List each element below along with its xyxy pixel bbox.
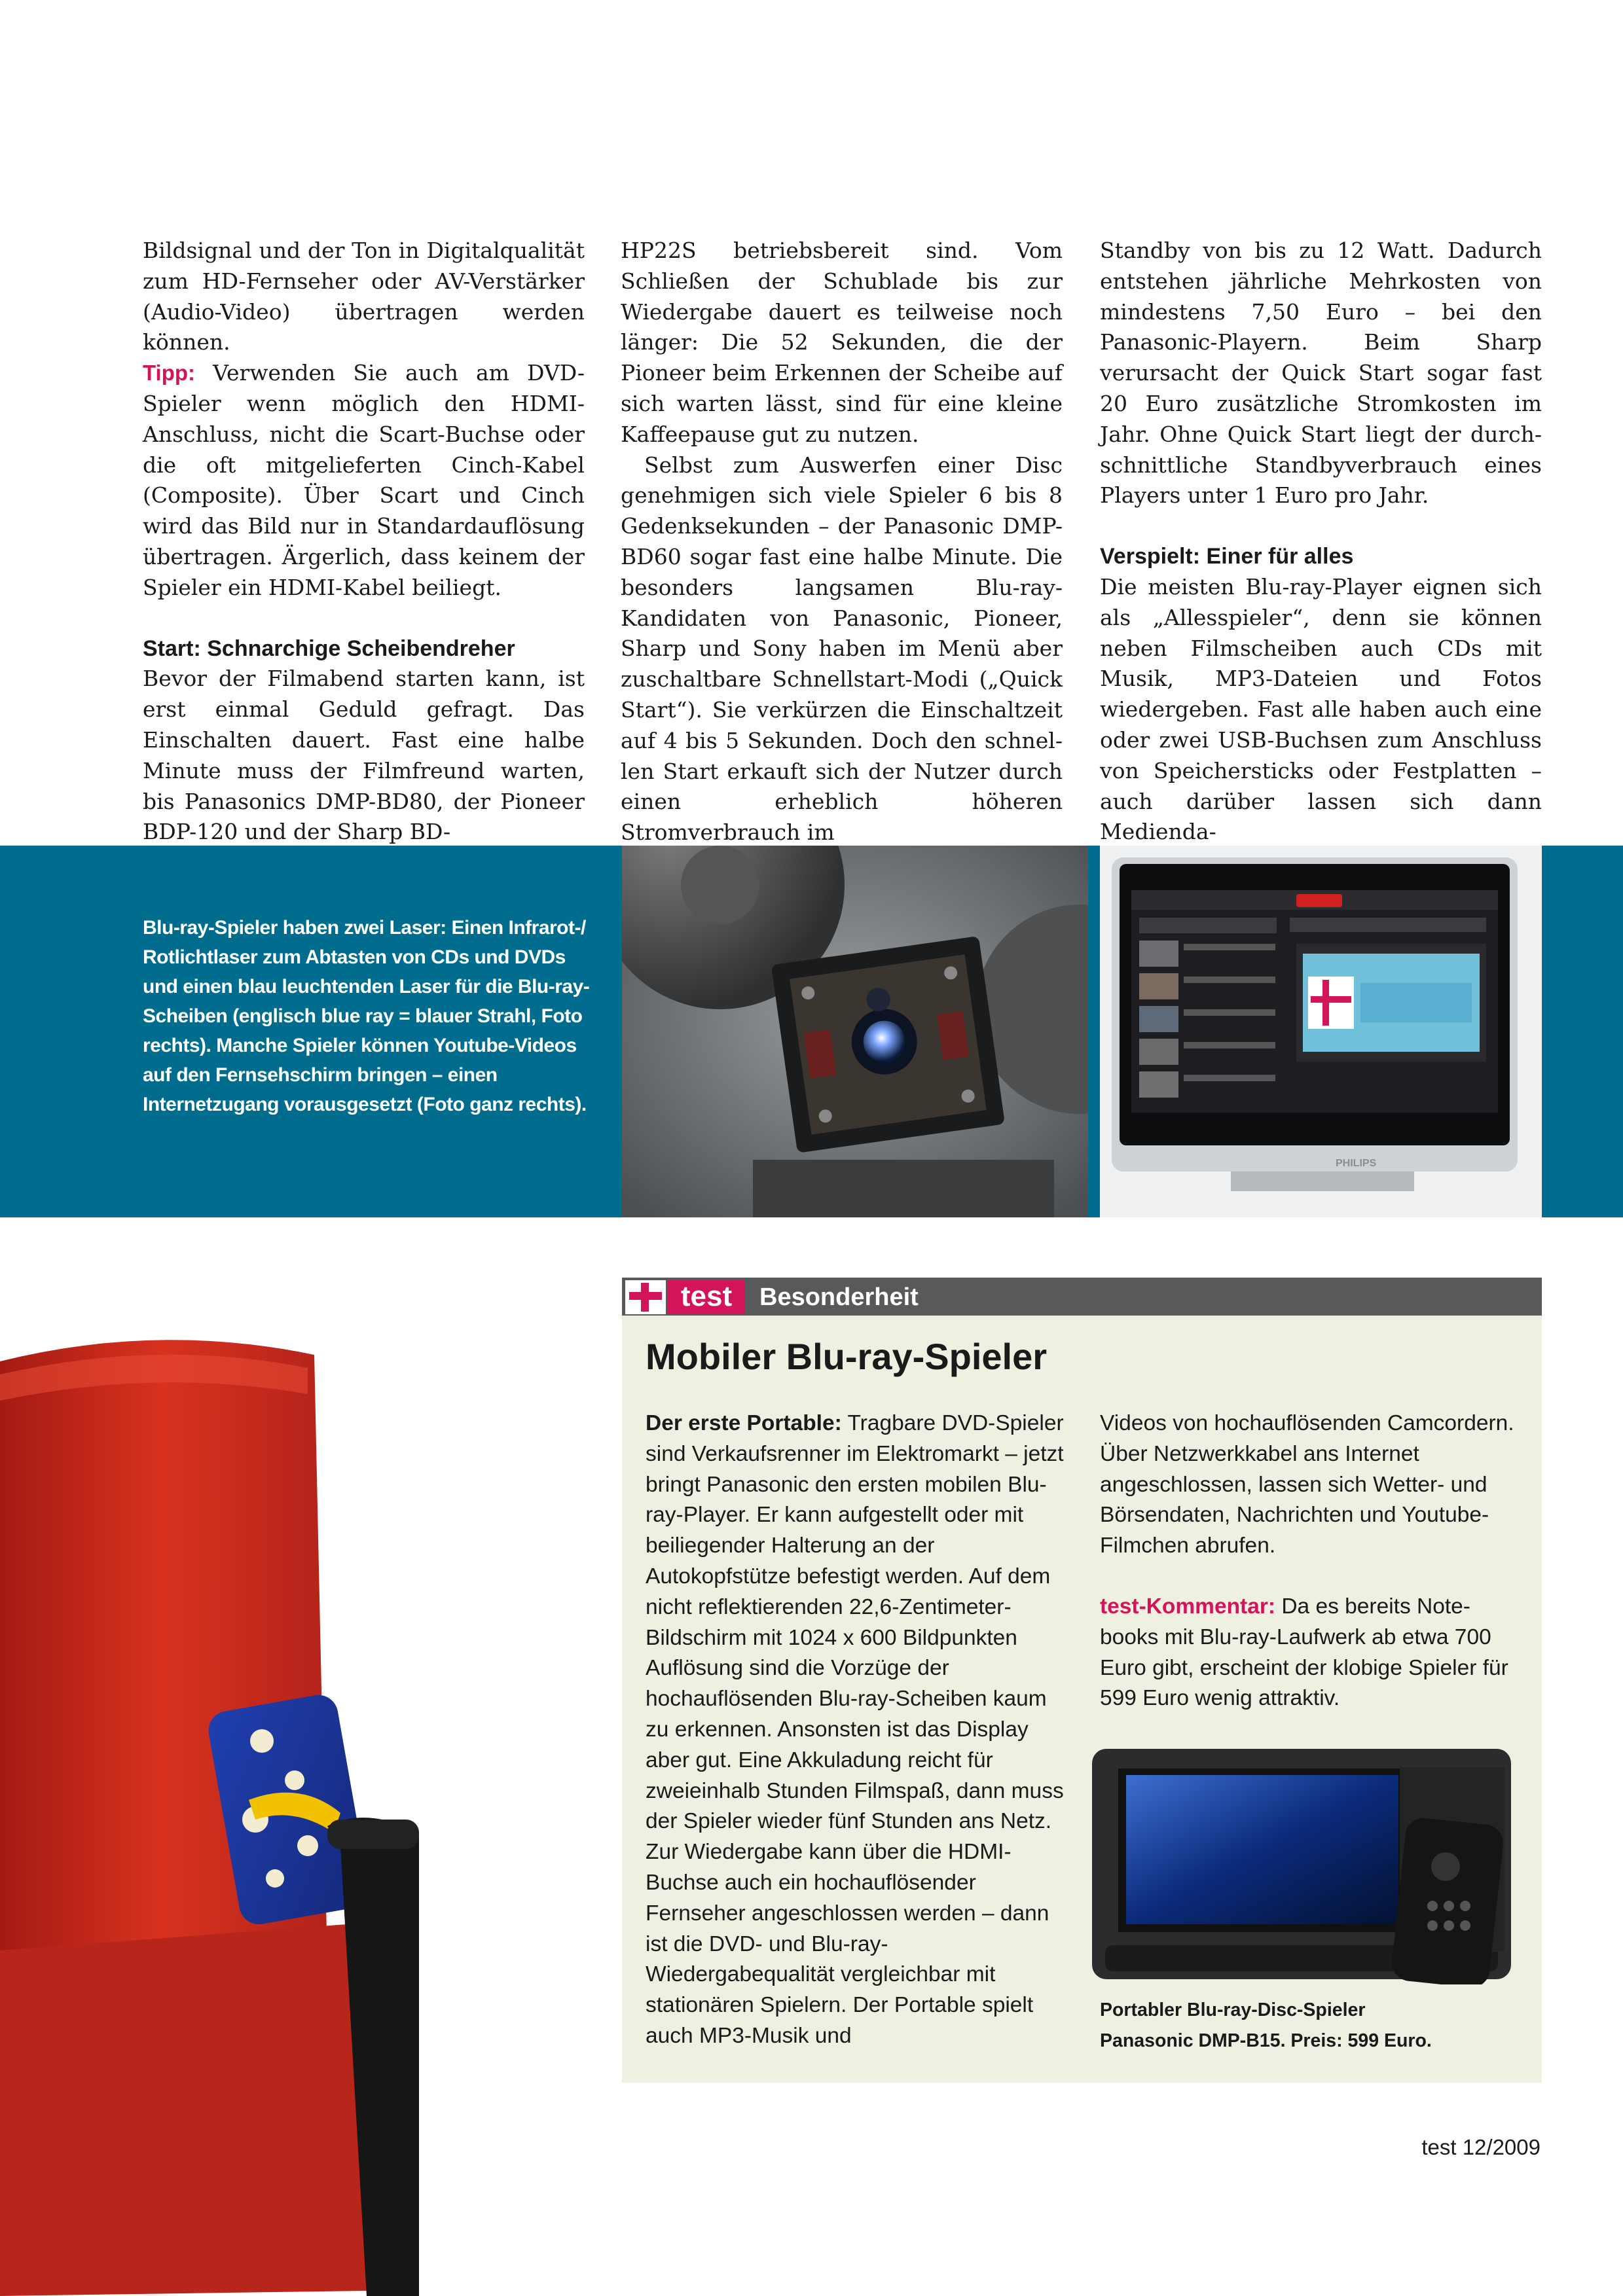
test-logo-icon <box>625 1280 666 1314</box>
info-box-label: Besonderheit <box>759 1283 919 1311</box>
info-box-column-right <box>1100 1408 1519 1714</box>
test-logo: test <box>668 1280 745 1314</box>
product-caption-line: Panasonic DMP-B15. Preis: 599 Euro. <box>1100 2030 1432 2051</box>
paragraph: Videos von hochauflösenden Camcordern. Über Netzwerkkabel ans Internet angeschlossen, lassen sich Wetter- und Börsendaten, Nachrichten und Youtube-Filmchen abrufen. <box>1100 1411 1514 1558</box>
tv-brand-label: PHILIPS <box>1336 1158 1377 1169</box>
paragraph <box>646 1408 1065 2052</box>
paragraph: HP22S betriebsbereit sind. Vom Schließen der Schublade bis zur Wiedergabe dauert es teilweise noch länger: Die 52 Sekunden, die der Pioneer beim Erkennen der Scheibe auf sich warten lässt, sind für eine kleine Kaffeepause gut zu nutzen. <box>621 238 1063 447</box>
paragraph: Selbst zum Auswerfen einer Disc genehmigen sich viele Spieler 6 bis 8 Gedenksekunden – der Panasonic DMP-BD60 sogar fast eine halbe Minute. Die besonders langsamen Blu-ray-Kandidaten von Panasonic, Pioneer, Sharp und Sony haben im Menü aber zuschaltbare Schnellstart-Modi („Quick Start“). Sie verkürzen die Einschaltzeit auf 4 bis 5 Sekunden. Doch den schnellen Start erkauft sich der Nutzer durch einen erheblich höheren Stromverbrauch im <box>621 452 1063 846</box>
lead-text: Tragbare DVD-Spieler sind Verkaufsrenner im Elektromarkt – jetzt bringt Panasonic den ersten mobilen Blu-ray-Player. Er kann aufgestellt oder mit beiliegender Halterung an der Autokopfstütze befestigt werden. Auf dem nicht reflektierenden 22,6-Zentimeter-Bildschirm mit 1024 x 600 Bildpunkten Auflösung sind die Vorzüge der hochauflösenden Blu-ray-Scheiben kaum zu erkennen. Ansonsten ist das Display aber gut. Eine Akkuladung reicht für zweieinhalb Stunden Filmspaß, dann muss der Spieler wieder fünf Stunden ans Netz. Zur Wiedergabe kann über die HDMI-Buchse auch ein hochauflösender Fernseher angeschlossen werden – dann ist die DVD- und Blu-ray-Wiedergabequalität vergleichbar mit stationären Spielern. Der Portable spielt auch MP3-Musik und <box>646 1411 1064 2048</box>
section-heading: Verspielt: Einer für alles <box>1100 544 1354 569</box>
tipp-label: Tipp: <box>143 361 196 386</box>
product-caption <box>1100 1995 1519 2056</box>
tipp-text: Verwenden Sie auch am DVD-Spieler wenn möglich den HDMI-Anschluss, nicht die Scart-Buchse oder die oft mitgelieferten Cinch-Kabel (Composite). Über Scart und Cinch wird das Bild nur in Standardauflösung übertragen. Ärgerlich, dass keinem der Spieler ein HDMI-Kabel beiliegt. <box>143 360 585 600</box>
info-box-title: Mobiler Blu-ray-Spieler <box>646 1336 1048 1377</box>
cinema-seat-photo <box>0 1270 419 2296</box>
paragraph: Standby von bis zu 12 Watt. Dadurch entstehen jährliche Mehrkosten von mindestens 7,50 Euro – bei den Panasonic-Playern. Beim Sharp verursacht der Quick Start sogar fast 20 Euro zusätzliche Stromkosten im Jahr. Ohne Quick Start liegt der durchschnittliche Standbyverbrauch eines Players unter 1 Euro pro Jahr. <box>1100 238 1542 509</box>
comment-paragraph <box>1100 1592 1519 1714</box>
info-box-column-left <box>646 1408 1065 2052</box>
paragraph: Bildsignal und der Ton in Digitalqualität zum HD-Fernseher oder AV-Verstärker (Audio-Video) übertragen werden können. <box>143 238 585 355</box>
tv-photo <box>1100 846 1542 1217</box>
comment-label: test-Kommentar: <box>1100 1594 1276 1619</box>
lead-label: Der erste Portable: <box>646 1411 842 1435</box>
article-column-3 <box>1100 236 1542 848</box>
paragraph: Die meisten Blu-ray-Player eignen sich als „Allesspieler“, denn sie können neben Filmscheiben auch CDs mit Musik, MP3-Dateien und Fotos wiedergeben. Fast alle haben auch eine oder zwei USB-Buchsen zum Anschluss von Speichersticks oder Festplatten – auch darüber lassen sich dann Medienda- <box>1100 573 1542 845</box>
issue-label: test 12/2009 <box>1421 2135 1541 2159</box>
product-caption-line: Portabler Blu-ray-Disc-Spieler <box>1100 2000 1366 2020</box>
band-caption: Blu-ray-Spieler haben zwei Laser: Einen Infrarot-/ Rotlichtlaser zum Abtasten von CDs und DVDs und einen blau leuchtenden Laser für die Blu-ray-Scheiben (englisch blue ray = blauer Strahl, Foto rechts). Manche Spieler können Youtube-Videos auf den Fernsehschirm bringen – einen Internetzugang vorausgesetzt (Foto ganz rechts). <box>143 917 590 1115</box>
laser-photo <box>622 846 1088 1217</box>
paragraph: Bevor der Filmabend starten kann, ist erst einmal Geduld gefragt. Das Einschalten dauert. Fast eine halbe Minute muss der Filmfreund warten, bis Panasonics DMP-BD80, der Pioneer BDP-120 und der Sharp BD- <box>143 666 585 845</box>
article-column-1 <box>143 236 585 848</box>
section-heading: Start: Schnarchige Scheibendreher <box>143 636 515 661</box>
article-column-2 <box>621 236 1063 848</box>
comment-text: Da es bereits Notebooks mit Blu-ray-Laufwerk ab etwa 700 Euro gibt, erscheint der klobige Spieler für 599 Euro wenig attraktiv. <box>1100 1594 1508 1711</box>
portable-player-photo <box>1092 1749 1524 1984</box>
tipp-paragraph <box>143 358 585 603</box>
